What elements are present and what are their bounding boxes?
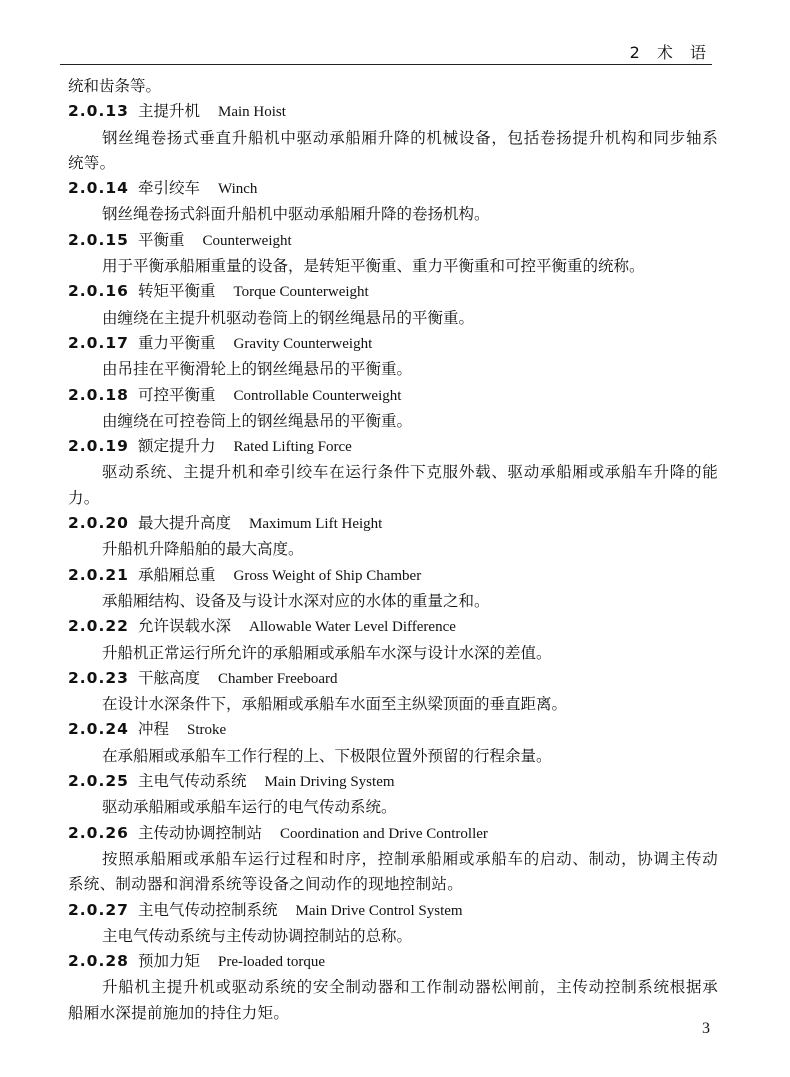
term-definition: 驱动系统、主提升机和牵引绞车在运行条件下克服外载、驱动承船厢或承船车升降的能力。 — [68, 463, 718, 507]
term-zh: 主传动协调控制站 — [138, 823, 263, 842]
term-zh: 主提升机 — [138, 102, 201, 121]
term-zh: 可控平衡重 — [138, 385, 216, 404]
term-entry — [68, 383, 718, 435]
term-definition: 用于平衡承船厢重量的设备，是转矩平衡重、重力平衡重和可控平衡重的统称。 — [102, 257, 645, 276]
term-number: 2.0.15 — [68, 230, 129, 249]
term-en: Gross Weight of Ship Chamber — [233, 567, 422, 584]
term-en: Gravity Counterweight — [233, 335, 373, 352]
page-header — [60, 38, 712, 65]
term-definition: 升船机正常运行所允许的承船厢或承船车水深与设计水深的差值。 — [102, 643, 552, 662]
term-number: 2.0.21 — [68, 565, 129, 584]
term-entry — [68, 99, 718, 176]
term-zh: 平衡重 — [138, 230, 185, 249]
term-en: Winch — [218, 181, 258, 198]
term-en: Torque Counterweight — [233, 284, 369, 301]
term-entry — [68, 434, 718, 511]
continuation-text: 统和齿条等。 — [68, 77, 162, 95]
term-definition: 在承船厢或承船车工作行程的上、下极限位置外预留的行程余量。 — [102, 746, 552, 765]
term-en: Rated Lifting Force — [233, 439, 352, 456]
term-en: Main Driving System — [264, 774, 395, 791]
term-definition: 升船机升降船舶的最大高度。 — [102, 540, 304, 559]
term-entry — [68, 821, 718, 898]
term-zh: 主电气传动系统 — [138, 772, 247, 791]
term-number: 2.0.25 — [68, 772, 129, 791]
term-number: 2.0.18 — [68, 385, 129, 404]
term-zh: 允许误载水深 — [138, 617, 232, 636]
term-definition: 承船厢结构、设备及与设计水深对应的水体的重量之和。 — [102, 591, 490, 610]
terms-content — [68, 74, 718, 1026]
term-entry — [68, 666, 718, 718]
term-zh: 主电气传动控制系统 — [138, 900, 278, 919]
term-definition: 在设计水深条件下，承船厢或承船车水面至主纵梁顶面的垂直距离。 — [102, 695, 568, 714]
term-entry — [68, 717, 718, 769]
term-entry — [68, 769, 718, 821]
term-definition: 按照承船厢或承船车运行过程和时序，控制承船厢或承船车的启动、制动，协调主传动系统、制动器和润滑系统等设备之间动作的现地控制站。 — [68, 849, 718, 894]
term-definition: 钢丝绳卷扬式垂直升船机中驱动承船厢升降的机械设备，包括卷扬提升机构和同步轴系统等。 — [68, 128, 718, 172]
term-number: 2.0.20 — [68, 514, 129, 533]
term-number: 2.0.17 — [68, 333, 129, 352]
term-definition: 驱动承船厢或承船车运行的电气传动系统。 — [102, 798, 397, 817]
term-entry — [68, 614, 718, 666]
term-number: 2.0.23 — [68, 668, 129, 687]
term-definition: 升船机主提升机或驱动系统的安全制动器和工作制动器松闸前，主传动控制系统根据承船厢水深提前施加的持住力矩。 — [68, 978, 718, 1022]
term-zh: 冲程 — [138, 720, 170, 739]
term-number: 2.0.22 — [68, 617, 129, 636]
term-en: Allowable Water Level Difference — [249, 619, 456, 636]
term-definition: 由缠绕在可控卷筒上的钢丝绳悬吊的平衡重。 — [102, 411, 413, 430]
term-entry — [68, 331, 718, 383]
term-entry — [68, 228, 718, 280]
term-zh: 重力平衡重 — [138, 333, 216, 352]
term-number: 2.0.28 — [68, 952, 129, 971]
term-entry — [68, 563, 718, 615]
term-en: Counterweight — [202, 232, 292, 249]
term-number: 2.0.14 — [68, 179, 129, 198]
term-number: 2.0.13 — [68, 102, 129, 121]
term-entry — [68, 176, 718, 228]
term-definition: 由缠绕在主提升机驱动卷筒上的钢丝绳悬吊的平衡重。 — [102, 308, 475, 327]
term-zh: 转矩平衡重 — [138, 282, 216, 301]
term-en: Main Hoist — [218, 104, 286, 121]
term-zh: 额定提升力 — [138, 437, 216, 456]
term-number: 2.0.16 — [68, 282, 129, 301]
term-zh: 最大提升高度 — [138, 514, 232, 533]
term-zh: 牵引绞车 — [138, 179, 201, 198]
term-entry — [68, 279, 718, 331]
term-en: Maximum Lift Height — [249, 516, 383, 533]
term-definition: 由吊挂在平衡滑轮上的钢丝绳悬吊的平衡重。 — [102, 360, 413, 379]
term-number: 2.0.24 — [68, 720, 129, 739]
term-en: Controllable Counterweight — [233, 387, 402, 404]
term-zh: 承船厢总重 — [138, 565, 216, 584]
term-en: Coordination and Drive Controller — [280, 825, 488, 842]
term-entry — [68, 949, 718, 1026]
page-number: 3 — [702, 1020, 710, 1037]
term-en: Stroke — [187, 722, 227, 739]
term-entry — [68, 511, 718, 563]
term-en: Main Drive Control System — [295, 902, 463, 919]
term-number: 2.0.26 — [68, 823, 129, 842]
term-en: Chamber Freeboard — [218, 670, 338, 687]
term-zh: 干舷高度 — [138, 668, 201, 687]
term-entry — [68, 898, 718, 950]
term-definition: 主电气传动系统与主传动协调控制站的总称。 — [102, 926, 413, 945]
term-definition: 钢丝绳卷扬式斜面升船机中驱动承船厢升降的卷扬机构。 — [102, 205, 490, 224]
term-en: Pre-loaded torque — [218, 954, 326, 971]
term-number: 2.0.27 — [68, 900, 129, 919]
term-zh: 预加力矩 — [138, 952, 201, 971]
chapter-title: 2 术 语 — [629, 43, 712, 62]
term-number: 2.0.19 — [68, 437, 129, 456]
